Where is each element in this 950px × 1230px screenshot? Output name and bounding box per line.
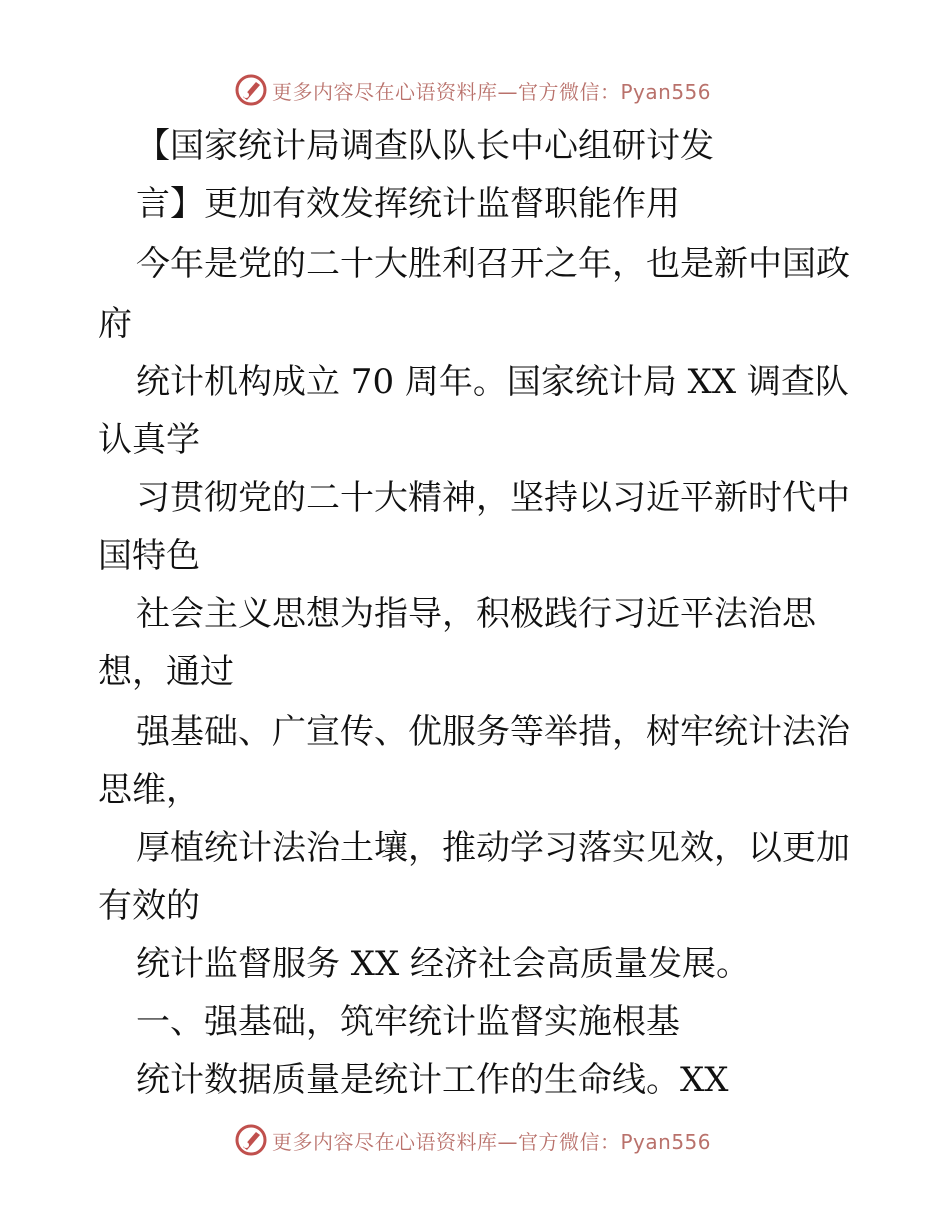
watermark-text: 更多内容尽在心语资料库—官方微信：Pyan556	[272, 1129, 712, 1154]
body-line: 思维，	[98, 770, 200, 810]
body-line: 习贯彻党的二十大精神，坚持以习近平新时代中	[136, 478, 850, 518]
body-line: 统计监督服务 XX 经济社会高质量发展。	[136, 944, 751, 984]
body-line: 想，通过	[98, 652, 234, 692]
body-line: 认真学	[98, 420, 200, 460]
pen-seal-icon	[234, 1123, 268, 1157]
body-line: 统计数据质量是统计工作的生命线。XX	[136, 1060, 729, 1100]
document-title-line-1: 【国家统计局调查队队长中心组研讨发	[136, 126, 714, 166]
body-line: 厚植统计法治土壤，推动学习落实见效，以更加	[136, 828, 850, 868]
body-line: 有效的	[98, 886, 200, 926]
footer-watermark	[234, 1120, 711, 1160]
section-heading: 一、强基础，筑牢统计监督实施根基	[136, 1002, 680, 1042]
body-line: 强基础、广宣传、优服务等举措，树牢统计法治	[136, 712, 850, 752]
watermark-text: 更多内容尽在心语资料库—官方微信：Pyan556	[272, 79, 712, 104]
body-line: 今年是党的二十大胜利召开之年，也是新中国政	[136, 244, 850, 284]
body-line: 统计机构成立 70 周年。国家统计局 XX 调查队	[136, 362, 849, 402]
body-line: 社会主义思想为指导，积极践行习近平法治思	[136, 594, 816, 634]
body-line: 府	[98, 304, 132, 344]
pen-seal-icon	[234, 73, 268, 107]
document-title-line-2: 言】更加有效发挥统计监督职能作用	[136, 184, 680, 224]
body-line: 国特色	[98, 536, 200, 576]
header-watermark	[234, 70, 711, 110]
